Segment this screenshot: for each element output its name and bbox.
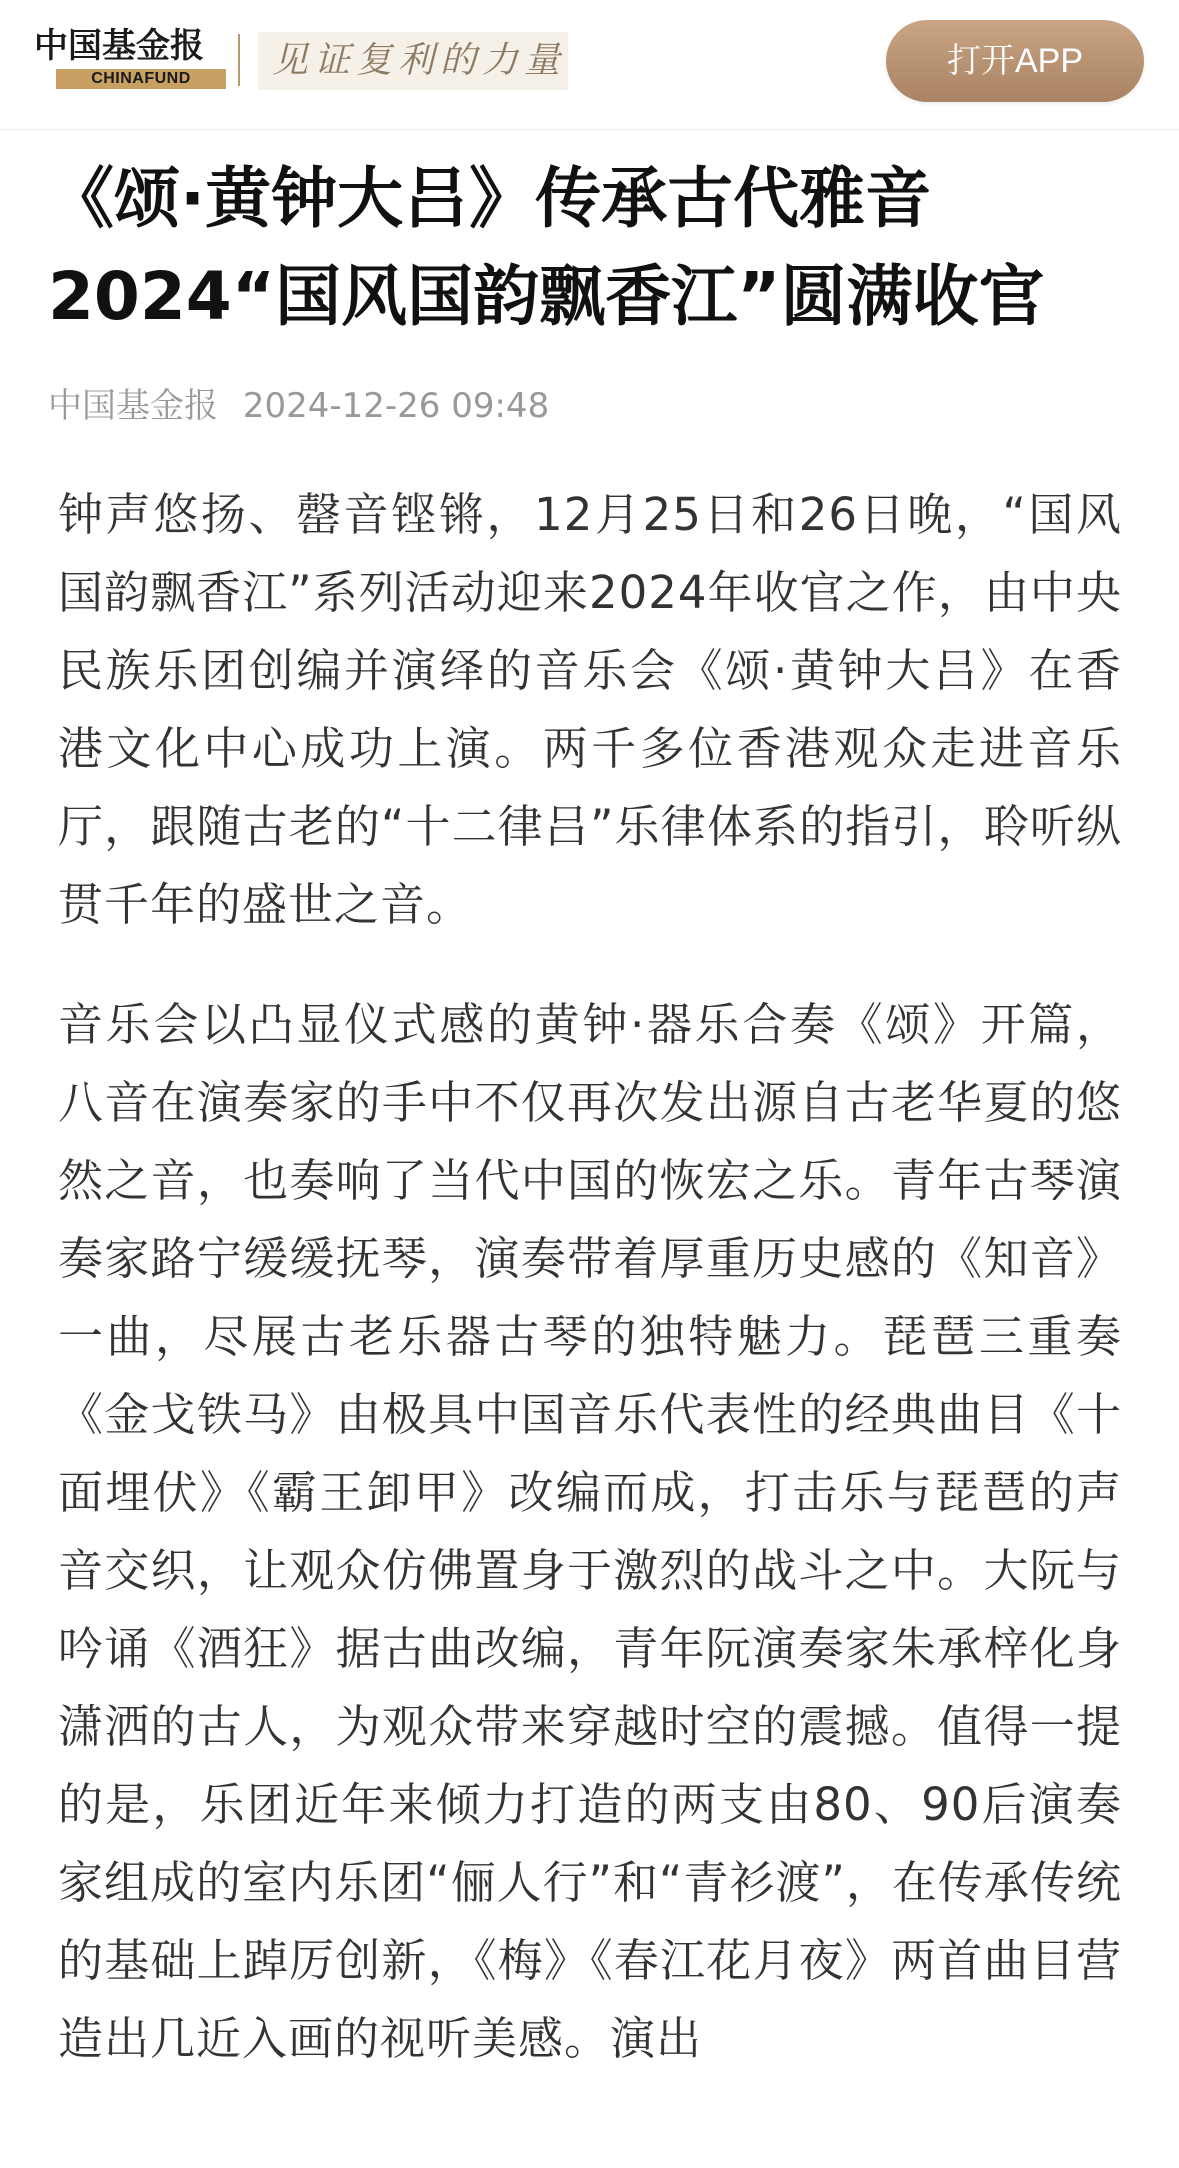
article-datetime: 2024-12-26 09:48: [242, 386, 550, 426]
logo-subtext: CHINAFUND: [56, 69, 226, 89]
open-app-button[interactable]: 打开APP: [886, 20, 1144, 102]
article-title-line-1: 《颂·黄钟大吕》传承古代雅音: [48, 160, 932, 237]
chinafund-logo[interactable]: [34, 26, 214, 90]
article-body: [58, 476, 1122, 2078]
logo-text: 中国基金报: [34, 26, 204, 66]
slogan-text: 见证复利的力量: [272, 40, 567, 81]
top-bar: [0, 0, 1179, 130]
slogan-banner: [258, 32, 568, 90]
article-paragraph-2: 音乐会以凸显仪式感的黄钟·器乐合奏《颂》开篇，八音在演奏家的手中不仅再次发出源自古老华夏的悠然之音，也奏响了当代中国的恢宏之乐。青年古琴演奏家路宁缓缓抚琴，演奏带着厚重历史感的《知音》一曲，尽展古老乐器古琴的独特魅力。琵琶三重奏《金戈铁马》由极具中国音乐代表性的经典曲目《十面埋伏》《霸王卸甲》改编而成，打击乐与琵琶的声音交织，让观众仿佛置身于激烈的战斗之中。大阮与吟诵《酒狂》据古曲改编，青年阮演奏家朱承梓化身潇洒的古人，为观众带来穿越时空的震撼。值得一提的是，乐团近年来倾力打造的两支由80、90后演奏家组成的室内乐团“俪人行”和“青衫渡”，在传承传统的基础上踔厉创新，《梅》《春江花月夜》两首曲目营造出几近入画的视听美感。演出: [58, 998, 1122, 2065]
article-paragraph-1: 钟声悠扬、罄音铿锵，12月25日和26日晚，“国风国韵飘香江”系列活动迎来2024年收官之作，由中央民族乐团创编并演绎的音乐会《颂·黄钟大吕》在香港文化中心成功上演。两千多位香港观众走进音乐厅，跟随古老的“十二律吕”乐律体系的指引，聆听纵贯千年的盛世之音。: [58, 488, 1122, 931]
header-divider: [238, 34, 240, 86]
article-meta: [48, 384, 549, 428]
article-title-line-2: 2024“国风国韵飘香江”圆满收官: [48, 258, 1045, 335]
article-title: [48, 150, 1148, 346]
article-source[interactable]: 中国基金报: [48, 386, 218, 426]
